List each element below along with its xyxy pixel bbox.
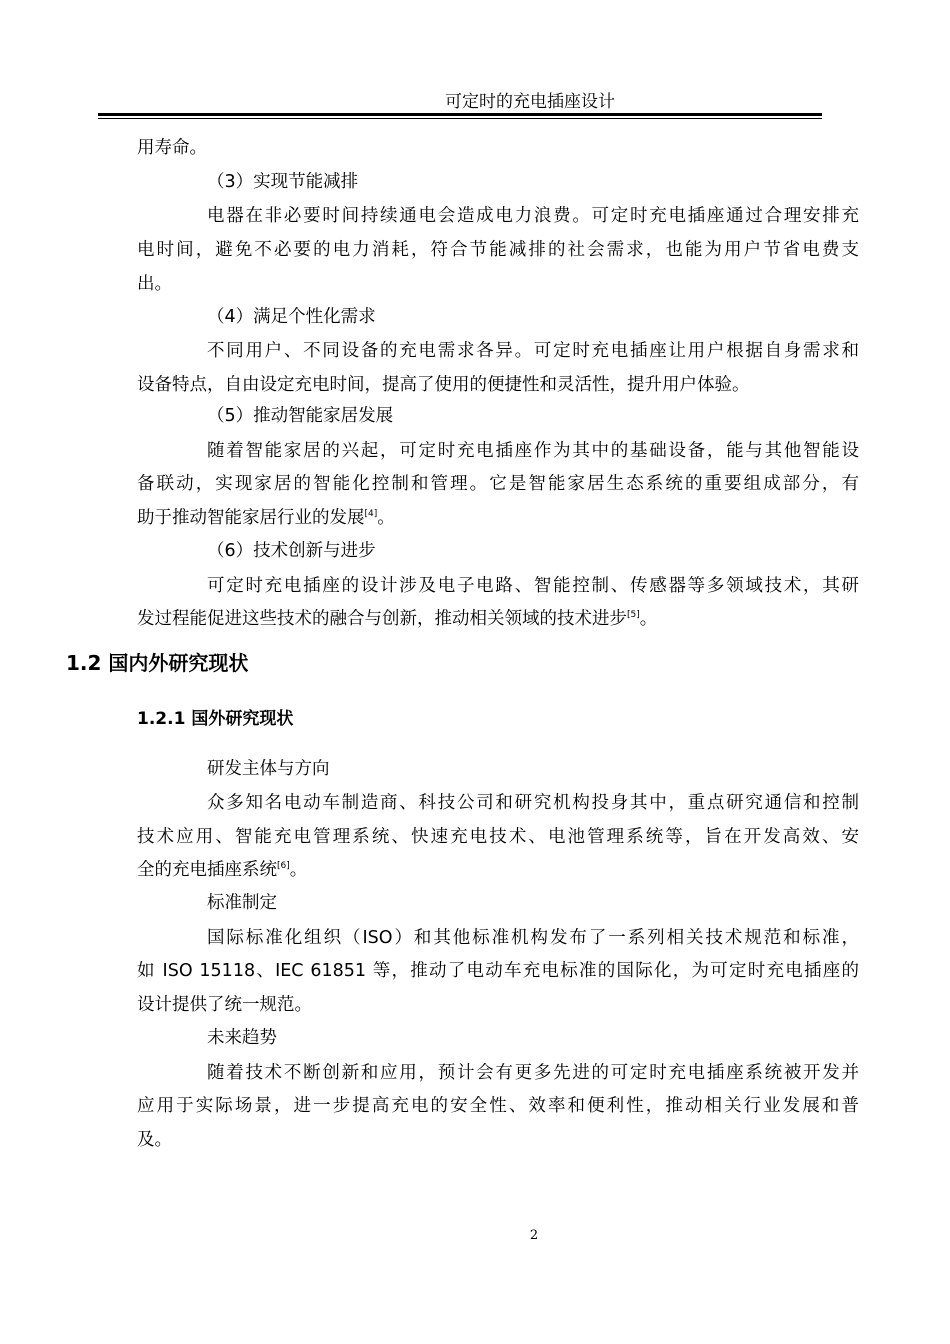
list-heading: （6）技术创新与进步 [207,541,376,561]
paragraph-line: 应用于实际场景，进一步提高充电的安全性、效率和便利性，推动相关行业发展和普 [137,1096,859,1116]
paragraph-line: 研发主体与方向 [207,759,330,779]
paragraph-line: 设备特点，自由设定充电时间，提高了使用的便捷性和灵活性，提升用户体验。 [137,375,750,395]
paragraph-line: 备联动，实现家居的智能化控制和管理。它是智能家居生态系统的重要组成部分，有 [137,474,859,494]
header-rule-thick [98,113,822,116]
header-rule-thin [98,118,822,119]
paragraph-line: 及。 [137,1130,172,1150]
paragraph-text: 全的充电插座系统 [137,860,277,880]
paragraph-line: 众多知名电动车制造商、科技公司和研究机构投身其中，重点研究通信和控制 [207,793,859,813]
paragraph-line [137,859,307,881]
citation-ref: [4] [364,509,378,519]
list-heading: （5）推动智能家居发展 [207,406,394,426]
paragraph-text: 。 [289,860,308,880]
paragraph-line [137,507,395,529]
paragraph-line: 不同用户、不同设备的充电需求各异。可定时充电插座让用户根据自身需求和 [207,341,859,361]
paragraph-line: 电时间，避免不必要的电力消耗，符合节能减排的社会需求，也能为用户节省电费支 [137,240,859,260]
list-heading: （3）实现节能减排 [207,172,359,192]
citation-ref: [5] [627,610,640,620]
paragraph-text: 助于推动智能家居行业的发展 [137,508,365,528]
paragraph-line: 随着智能家居的兴起，可定时充电插座作为其中的基础设备，能与其他智能设 [207,441,859,461]
paragraph-line: 设计提供了统一规范。 [137,995,312,1015]
paragraph-text: 发过程能促进这些技术的融合与创新，推动相关领域的技术进步 [137,609,627,629]
list-heading: （4）满足个性化需求 [207,307,376,327]
paragraph-line [137,608,657,630]
paragraph-text: 。 [639,609,658,629]
section-heading: 1.2 国内外研究现状 [66,651,249,675]
paragraph-line: 随着技术不断创新和应用，预计会有更多先进的可定时充电插座系统被开发并 [207,1063,859,1083]
paragraph-line: 国际标准化组织（ISO）和其他标准机构发布了一系列相关技术规范和标准， [207,928,859,948]
page-number: 2 [529,1228,539,1243]
paragraph-text: 。 [377,508,395,528]
paragraph-line: 如 ISO 15118、IEC 61851 等，推动了电动车充电标准的国际化，为可定时充电插座的 [137,961,859,981]
paragraph-line: 未来趋势 [207,1028,277,1048]
paragraph-line: 可定时充电插座的设计涉及电子电路、智能控制、传感器等多领域技术，其研 [207,576,859,596]
paragraph-line: 标准制定 [207,893,277,913]
header-title: 可定时的充电插座设计 [445,92,615,112]
paragraph-line: 技术应用、智能充电管理系统、快速充电技术、电池管理系统等，旨在开发高效、安 [137,827,859,847]
paragraph-line: 用寿命。 [137,138,207,158]
paragraph-line: 电器在非必要时间持续通电会造成电力浪费。可定时充电插座通过合理安排充 [207,206,859,226]
paragraph-line: 出。 [137,274,172,294]
subsection-heading: 1.2.1 国外研究现状 [137,709,294,729]
citation-ref: [6] [277,861,290,871]
